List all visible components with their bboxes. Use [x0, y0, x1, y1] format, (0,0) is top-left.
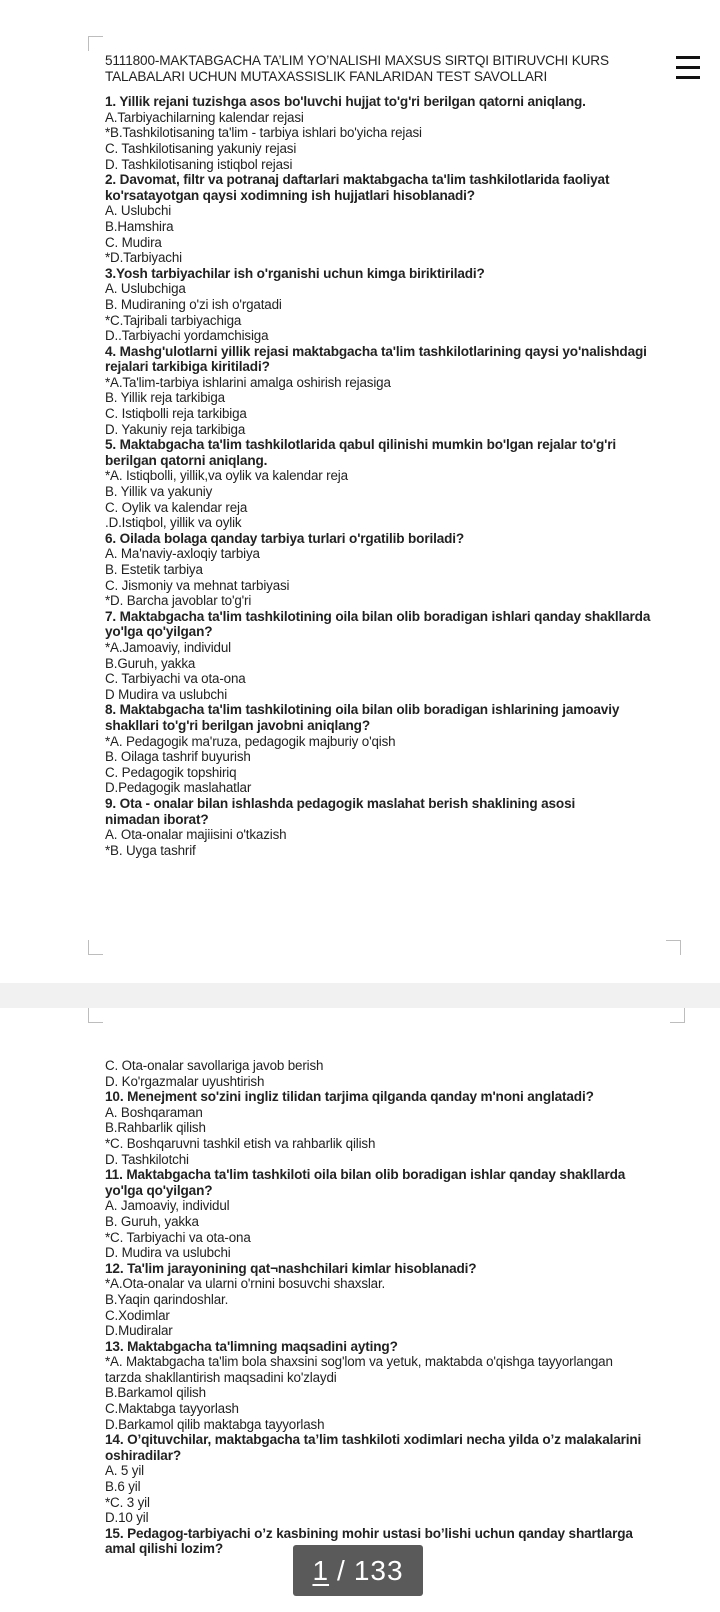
document-header-line: TALABALARI UCHUN MUTAXASSISLIK FANLARIDAN TEST SAVOLLARI	[105, 68, 548, 84]
answer-option: *A. Istiqbolli, yillik,va oylik va kalendar reja	[105, 468, 348, 484]
question-text: 2. Davomat, filtr va potranaj daftarlari maktabgacha ta'lim tashkilotlarida faoliyat	[105, 172, 610, 188]
answer-option: B. Yillik reja tarkibiga	[105, 390, 225, 406]
answer-option: *C. 3 yil	[105, 1494, 150, 1510]
answer-option: *C. Boshqaruvni tashkil etish va rahbarlik qilish	[105, 1135, 376, 1151]
document-header-line: 5111800-MAKTABGACHA TA’LIM YO’NALISHI MAXSUS SIRTQI BITIRUVCHI KURS	[105, 53, 609, 68]
current-page-number: 1	[312, 1554, 330, 1586]
answer-option: *A.Jamoaviy, individul	[105, 639, 231, 655]
answer-option: D..Tarbiyachi yordamchisiga	[105, 328, 269, 344]
answer-option: C. Jismoniy va mehnat tarbiyasi	[105, 577, 290, 593]
question-text: 8. Maktabgacha ta'lim tashkilotining oila bilan olib boradigan ishlarining jamoaviy	[105, 702, 620, 718]
answer-option: D.Barkamol qilib maktabga tayyorlash	[105, 1416, 325, 1432]
answer-option: *B.Tashkilotisaning ta'lim - tarbiya ishlari bo'yicha rejasi	[105, 125, 422, 141]
answer-option: B. Estetik tarbiya	[105, 562, 203, 577]
question-text: 13. Maktabgacha ta'limning maqsadini ayting?	[105, 1338, 398, 1354]
page-corner-mark	[88, 1008, 103, 1023]
answer-option: D. Tashkilotisaning istiqbol rejasi	[105, 156, 293, 172]
answer-option: *B. Uyga tashrif	[105, 842, 196, 858]
question-text: 10. Menejment so'zini ingliz tilidan tarjima qilganda qanday m'noni anglatadi?	[105, 1089, 594, 1105]
answer-option: *C.Tajribali tarbiyachiga	[105, 312, 242, 328]
question-text: 14. O’qituvchilar, maktabgacha ta’lim tashkiloti xodimlari necha yilda o’z malakalarini	[105, 1432, 642, 1448]
answer-option: .D.Istiqbol, yillik va oylik	[105, 515, 242, 531]
question-text: rejalari tarkibiga kiritiladi?	[105, 359, 270, 375]
answer-option: A. Uslubchiga	[105, 281, 186, 297]
page-2-text	[105, 1058, 675, 1557]
page-1-text	[105, 53, 675, 858]
answer-option: B. Yillik va yakuniy	[105, 484, 213, 500]
answer-option: D Mudira va uslubchi	[105, 686, 228, 702]
question-text: 3.Yosh tarbiyachilar ish o'rganishi uchun kimga biriktiriladi?	[105, 265, 485, 281]
question-text: 5. Maktabgacha ta'lim tashkilotlarida qabul qilinishi mumkin bo'lgan rejalar to'g'ri	[105, 437, 616, 453]
question-text: nimadan iborat?	[105, 811, 209, 827]
answer-option: *D. Barcha javoblar to'g'ri	[105, 593, 252, 609]
answer-option: *A.Ta'lim-tarbiya ishlarini amalga oshirish rejasiga	[105, 374, 391, 390]
document-page-2[interactable]	[0, 1008, 720, 1612]
question-text: 6. Oilada bolaga qanday tarbiya turlari o'rgatilib boriladi?	[105, 530, 465, 546]
page-indicator[interactable]	[293, 1545, 423, 1596]
answer-option: A. Jamoaviy, individul	[105, 1198, 230, 1214]
answer-option: *A.Ota-onalar va ularni o'rnini bosuvchi shaxslar.	[105, 1276, 386, 1292]
answer-option: D. Ko'rgazmalar uyushtirish	[105, 1073, 265, 1089]
spacer	[105, 84, 675, 94]
question-text: 1. Yillik rejani tuzishga asos bo'luvchi hujjat to'g'ri berilgan qatorni aniqlang.	[105, 94, 586, 110]
answer-option: C. Ota-onalar savollariga javob berish	[105, 1058, 324, 1073]
answer-option: A. Uslubchi	[105, 203, 172, 219]
answer-option: A. 5 yil	[105, 1463, 144, 1479]
answer-option: B. Oilaga tashrif buyurish	[105, 749, 251, 765]
page-corner-mark	[88, 940, 103, 955]
total-pages: 133	[353, 1554, 404, 1586]
question-text: 7. Maktabgacha ta'lim tashkilotining oila bilan olib boradigan ishlari qanday shakllarda	[105, 608, 651, 624]
answer-option: C. Istiqbolli reja tarkibiga	[105, 406, 247, 422]
question-text: 12. Ta'lim jarayonining qat¬nashchilari kimlar hisoblanadi?	[105, 1260, 477, 1276]
answer-option: B.Yaqin qarindoshlar.	[105, 1291, 229, 1307]
answer-option: D.Pedagogik maslahatlar	[105, 780, 252, 796]
question-text: yo'lga qo'yilgan?	[105, 1182, 213, 1198]
page-separator: /	[337, 1554, 346, 1586]
answer-option: B.Guruh, yakka	[105, 655, 196, 671]
answer-option: A.Tarbiyachilarning kalendar rejasi	[105, 109, 304, 125]
answer-option: B. Mudiraning o'zi ish o'rgatadi	[105, 296, 282, 312]
answer-option: *C. Tarbiyachi va ota-ona	[105, 1229, 251, 1245]
answer-option: D.Mudiralar	[105, 1323, 173, 1339]
answer-option: *D.Tarbiyachi	[105, 250, 182, 266]
hamburger-menu-icon[interactable]	[676, 56, 700, 80]
question-text: 9. Ota - onalar bilan ishlashda pedagogik maslahat berish shaklining asosi	[105, 795, 576, 811]
page-corner-mark	[670, 1008, 685, 1023]
page-corner-mark	[88, 36, 103, 51]
answer-option: D.10 yil	[105, 1510, 149, 1526]
page-corner-mark	[666, 940, 681, 955]
question-text: 11. Maktabgacha ta'lim tashkiloti oila bilan olib boradigan ishlar qanday shakllarda	[105, 1167, 626, 1183]
answer-option: B. Guruh, yakka	[105, 1213, 199, 1229]
answer-option: C. Tashkilotisaning yakuniy rejasi	[105, 140, 297, 156]
answer-option: B.Rahbarlik qilish	[105, 1120, 206, 1136]
answer-option: C. Tarbiyachi va ota-ona	[105, 671, 246, 687]
answer-option: tarzda shakllantirish maqsadini ko'zlaydi	[105, 1369, 337, 1385]
answer-option: A. Ma'naviy-axloqiy tarbiya	[105, 546, 260, 562]
answer-option: C. Oylik va kalendar reja	[105, 499, 248, 515]
answer-option: C. Mudira	[105, 234, 162, 250]
question-text: ko'rsatayotgan qaysi xodimning ish hujjatlari hisoblanadi?	[105, 187, 475, 203]
answer-option: D. Mudira va uslubchi	[105, 1245, 231, 1261]
answer-option: A. Ota-onalar majiisini o'tkazish	[105, 827, 287, 843]
answer-option: A. Boshqaraman	[105, 1104, 203, 1120]
question-text: 4. Mashg'ulotlarni yillik rejasi maktabgacha ta'lim tashkilotlarining qaysi yo'nalishdagi	[105, 343, 647, 359]
answer-option: C. Pedagogik topshiriq	[105, 764, 237, 780]
answer-option: B.Barkamol qilish	[105, 1385, 206, 1401]
answer-option: *A. Maktabgacha ta'lim bola shaxsini sog'lom va yetuk, maktabda o'qishga tayyorlangan	[105, 1354, 613, 1370]
question-text: oshiradilar?	[105, 1447, 182, 1463]
answer-option: C.Maktabga tayyorlash	[105, 1401, 239, 1417]
answer-option: B.Hamshira	[105, 218, 174, 234]
question-text: berilgan qatorni aniqlang.	[105, 452, 268, 468]
answer-option: C.Xodimlar	[105, 1307, 170, 1323]
question-text: shakllari to'g'ri berilgan javobni aniqlang?	[105, 717, 370, 733]
answer-option: B.6 yil	[105, 1479, 141, 1495]
answer-option: D. Tashkilotchi	[105, 1151, 189, 1167]
answer-option: D. Yakuniy reja tarkibiga	[105, 421, 246, 437]
question-text: yo'lga qo'yilgan?	[105, 624, 213, 640]
question-text: amal qilishi lozim?	[105, 1541, 224, 1557]
answer-option: *A. Pedagogik ma'ruza, pedagogik majburiy o'qish	[105, 733, 396, 749]
question-text: 15. Pedagog-tarbiyachi o’z kasbining mohir ustasi bo’lishi uchun qanday shartlarga	[105, 1525, 633, 1541]
